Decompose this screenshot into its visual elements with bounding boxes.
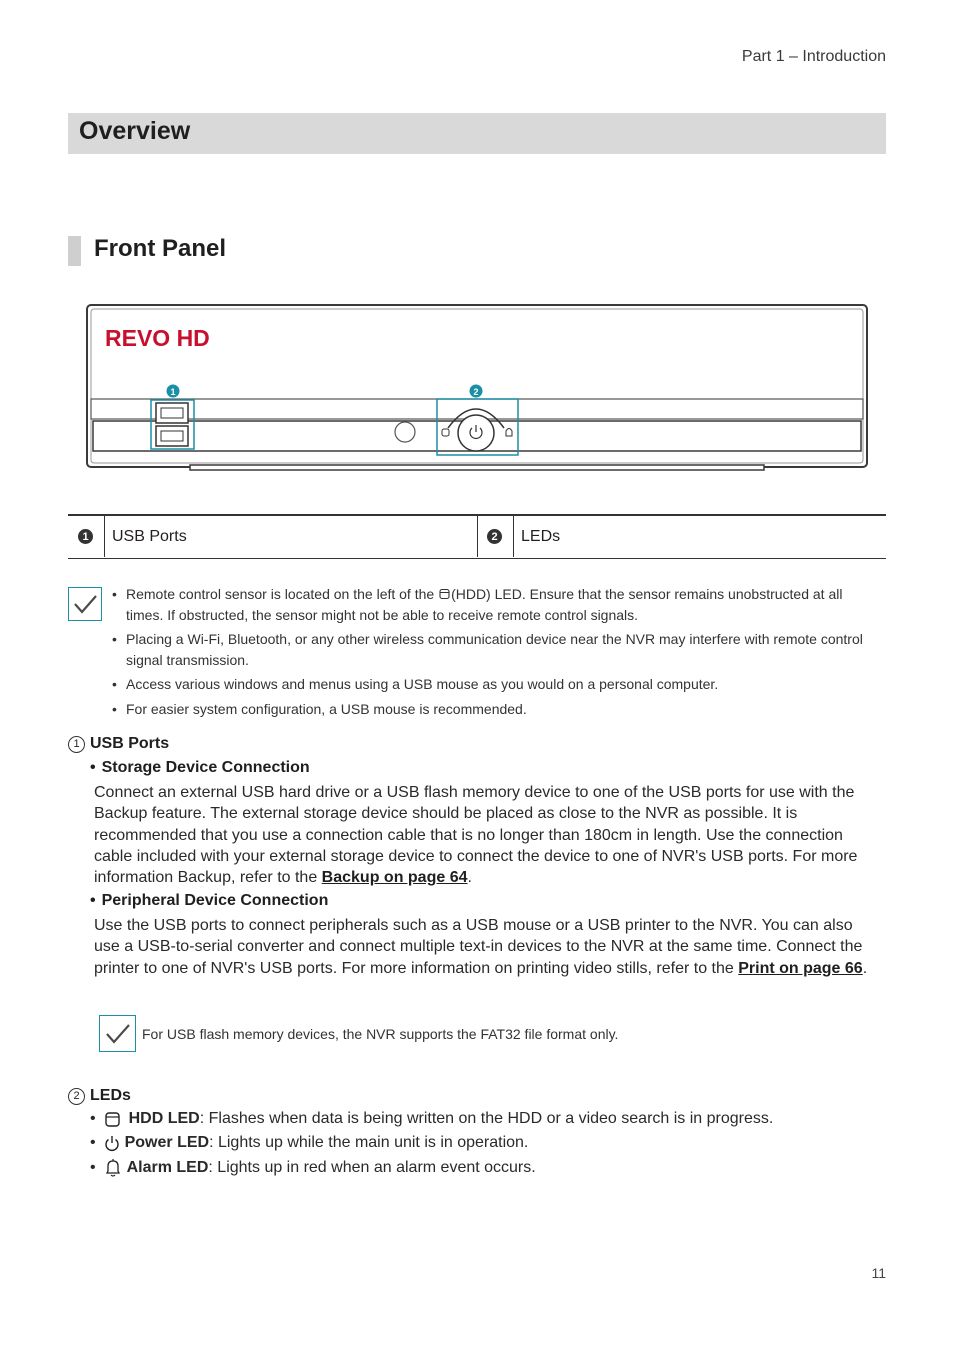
overview-banner [68,113,886,154]
page-number: 11 [871,1265,886,1281]
nvr-device-drawing [86,304,868,484]
storage-paragraph: Connect an external USB hard drive or a USB flash memory device to one of the USB ports for use with the Backup feature. The external storage device should be placed as close to the NVR as possible. It is recommended that you use a connection cable that is no longer than 180cm in length. Use the connection cable included with your external storage device to connect the device to one of NVR's USB ports. For more information Backup, refer to the Backup on page 64. [94,784,858,887]
subheading-storage-device: • Storage Device Connection [90,759,310,776]
svg-text:2: 2 [473,387,479,397]
circled-number: 1 [68,736,85,753]
led-item-alarm: • Alarm LED : Lights up in red when an alarm event occurs. [90,1159,536,1176]
legend-number-1: 1 [78,529,93,544]
section-heading-leds: 2 LEDs [68,1087,131,1105]
page-title: Overview [79,117,191,145]
usb-note-text: For USB flash memory devices, the NVR supports the FAT32 file format only. [142,1026,619,1042]
brand-logo: REVO HD [105,325,210,351]
print-page-link[interactable]: Print on page 66 [738,959,863,977]
led-item-hdd: • HDD LED : Flashes when data is being written on the HDD or a video search is in progress. [90,1110,774,1127]
hdd-icon [438,586,451,602]
subheading-peripheral-device: • Peripheral Device Connection [90,892,329,909]
heading-marker [68,236,81,266]
power-icon [104,1134,120,1152]
running-header: Part 1 – Introduction [741,48,886,65]
power-button [458,415,494,451]
nvr-front-panel-illustration [86,304,868,484]
circled-number: 2 [68,1088,85,1105]
note-item: • Placing a Wi-Fi, Bluetooth, or any other wireless communication device near the NVR may interfere with remote control signal transmission. [110,629,870,670]
led-item-power: • Power LED : Lights up while the main unit is in operation. [90,1134,529,1151]
note-item: • Remote control sensor is located on the left of the (HDD) LED. Ensure that the sensor remains unobstructed at all times. If obstructed, the sensor might not be able to receive remote control signals. [110,584,870,625]
ir-sensor [395,422,415,442]
legend-cell-num-2 [487,516,513,557]
hdd-icon [104,1110,121,1128]
legend-label-usb-ports: USB Ports [112,527,187,545]
peripheral-paragraph: Use the USB ports to connect peripherals such as a USB mouse or a USB printer to the NVR. You can also use a USB-to-serial converter and connect multiple text-in devices to the NVR at the same time. Connect the printer to one of NVR's USB ports. For more information on printing video stills, refer to the Print on page 66. [94,917,868,977]
legend-number-2: 2 [487,529,502,544]
section-title-front-panel: Front Panel [94,235,227,262]
svg-text:1: 1 [170,387,176,397]
note-item: • For easier system configuration, a USB mouse is recommended. [110,699,870,720]
checkmark-note-icon [99,1015,136,1052]
note-item: • Access various windows and menus using a USB mouse as you would on a personal computer. [110,674,870,695]
bell-icon [104,1158,122,1178]
notes-list [110,584,870,723]
legend-label-leds: LEDs [521,527,561,545]
backup-page-link[interactable]: Backup on page 64 [321,869,468,887]
section-heading-usb-ports: 1 USB Ports [68,735,169,753]
legend-cell-num-1 [78,516,104,557]
checkmark-note-icon [68,587,102,621]
legend-table [68,514,886,559]
